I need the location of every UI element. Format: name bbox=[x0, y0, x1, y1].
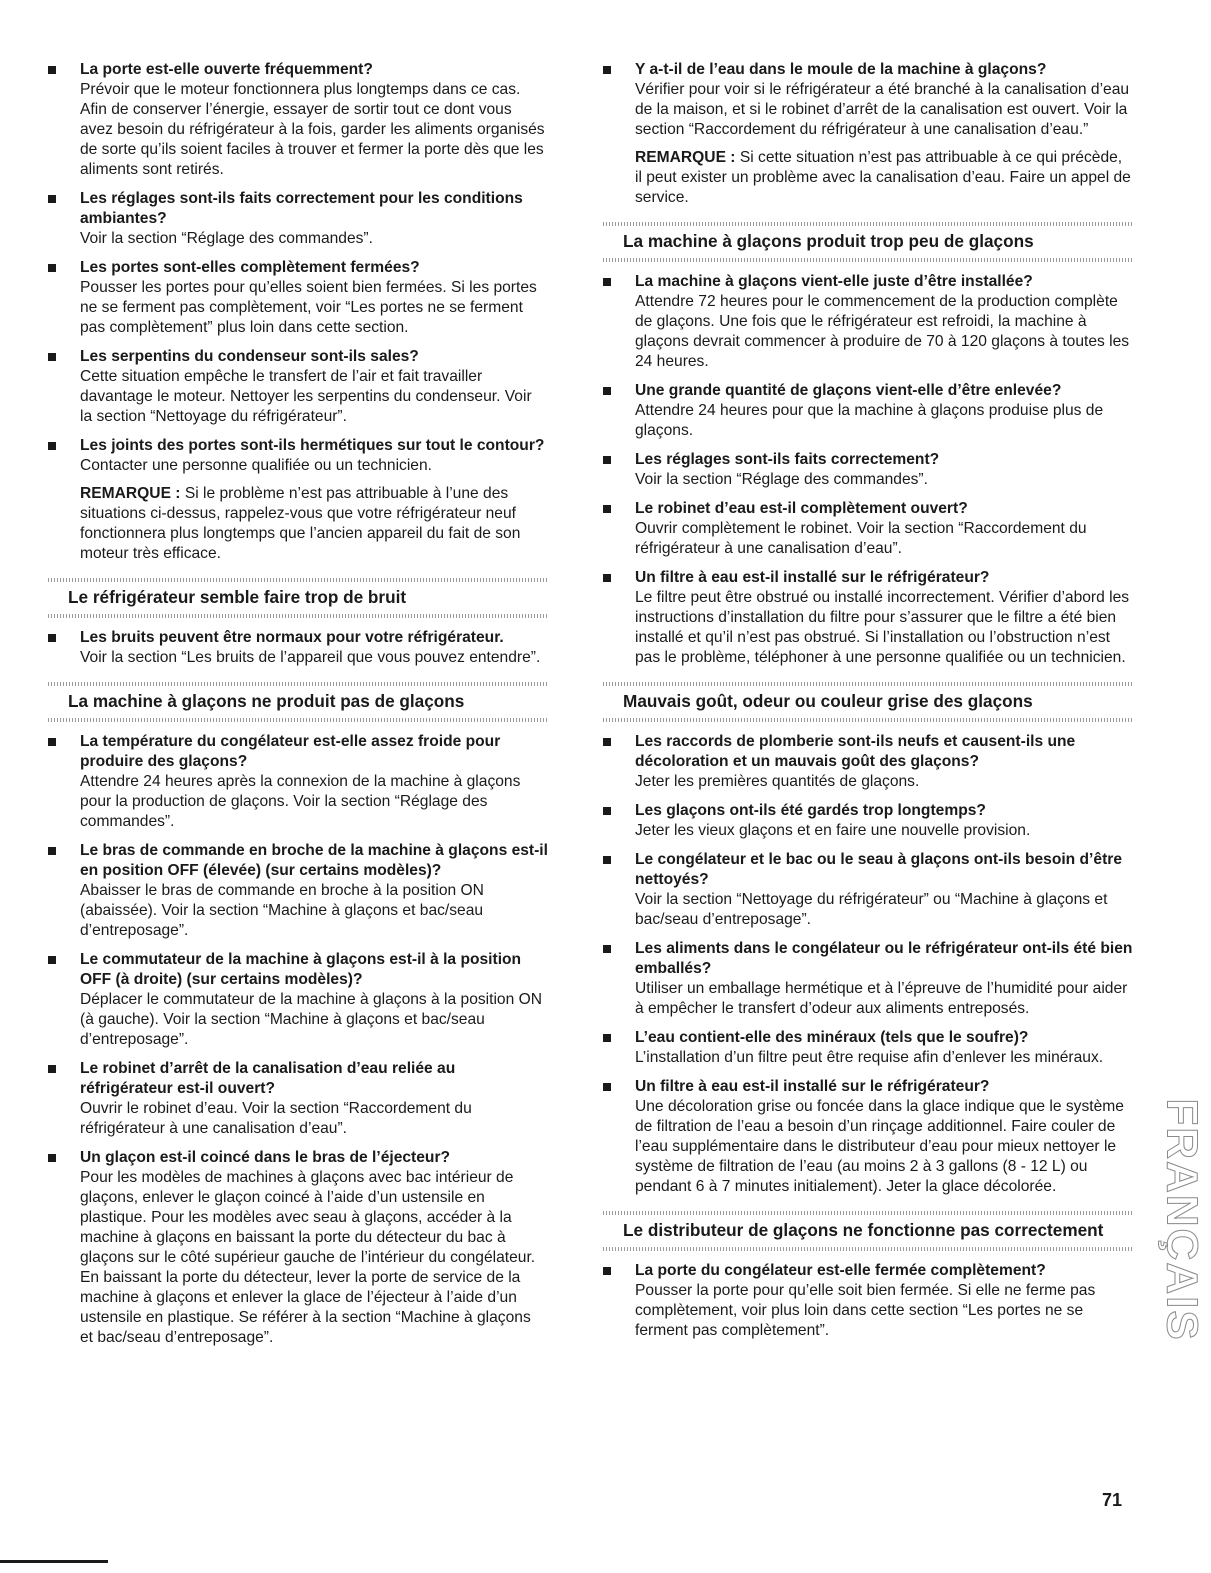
answer: Ouvrir le robinet d’eau. Voir la section “Raccordement du réfrigérateur à une canalisation d’eau”. bbox=[80, 1100, 472, 1137]
note-text: Si cette situation n’est pas attribuable à ce qui précède, il peut exister un problème avec la canalisation d’eau. Faire un appel de service. bbox=[635, 149, 1131, 206]
items-a bbox=[48, 60, 548, 564]
note-label: REMARQUE : bbox=[80, 485, 181, 502]
answer: Contacter une personne qualifiée ou un technicien. bbox=[80, 457, 432, 474]
question: La porte du congélateur est-elle fermée complètement? bbox=[635, 1262, 1046, 1279]
square-bullet-icon bbox=[48, 442, 56, 450]
section-header-dispenser bbox=[603, 1211, 1133, 1251]
question: Une grande quantité de glaçons vient-elle d’être enlevée? bbox=[635, 382, 1062, 399]
question: Un filtre à eau est-il installé sur le réfrigérateur? bbox=[635, 569, 990, 586]
answer: Pousser la porte pour qu’elle soit bien fermée. Si elle ne ferme pas complètement, voir plus loin dans cette section “Les portes ne se ferment pas complètement”. bbox=[635, 1282, 1096, 1339]
answer: Abaisser le bras de commande en broche à la position ON (abaissée). Voir la section “Machine à glaçons et bac/seau d’entreposage”. bbox=[80, 882, 484, 939]
square-bullet-icon bbox=[603, 66, 611, 74]
question: La porte est-elle ouverte fréquemment? bbox=[80, 61, 373, 78]
question: Les aliments dans le congélateur ou le réfrigérateur ont-ils été bien emballés? bbox=[635, 940, 1133, 977]
section-title: Le réfrigérateur semble faire trop de bruit bbox=[68, 587, 407, 607]
question: Y a-t-il de l’eau dans le moule de la machine à glaçons? bbox=[635, 61, 1047, 78]
answer: Ouvrir complètement le robinet. Voir la section “Raccordement du réfrigérateur à une canalisation d’eau”. bbox=[635, 520, 1087, 557]
question: Un filtre à eau est-il installé sur le réfrigérateur? bbox=[635, 1078, 990, 1095]
square-bullet-icon bbox=[48, 1065, 56, 1073]
question: Les raccords de plomberie sont-ils neufs et causent-ils une décoloration et un mauvais goût des glaçons? bbox=[635, 733, 1076, 770]
question: Les bruits peuvent être normaux pour votre réfrigérateur. bbox=[80, 629, 504, 646]
question: Les joints des portes sont-ils hermétiques sur tout le contour? bbox=[80, 437, 545, 454]
answer: Attendre 24 heures après la connexion de la machine à glaçons pour la production de glaçons. Voir la section “Réglage des commandes”. bbox=[80, 773, 521, 830]
list-item bbox=[603, 568, 1133, 668]
list-item bbox=[48, 258, 548, 338]
question: Les portes sont-elles complètement fermées? bbox=[80, 259, 420, 276]
square-bullet-icon bbox=[603, 387, 611, 395]
square-bullet-icon bbox=[603, 574, 611, 582]
list-item bbox=[603, 850, 1133, 930]
square-bullet-icon bbox=[48, 956, 56, 964]
answer: Prévoir que le moteur fonctionnera plus longtemps dans ce cas. Afin de conserver l’énergie, essayer de sortir tout ce dont vous avez besoin du réfrigérateur à la fois, garder les aliments organisés de sorte qu’ils soient faciles à trouver et fermer la porte dès que les aliments sont retirés. bbox=[80, 81, 545, 178]
question: Le robinet d’arrêt de la canalisation d’eau reliée au réfrigérateur est-il ouvert? bbox=[80, 1060, 456, 1097]
items-b bbox=[603, 272, 1133, 668]
list-item bbox=[603, 801, 1133, 841]
list-item bbox=[603, 732, 1133, 792]
question: La machine à glaçons vient-elle juste d’être installée? bbox=[635, 273, 1033, 290]
question: Le robinet d’eau est-il complètement ouvert? bbox=[635, 500, 968, 517]
list-item bbox=[603, 1077, 1133, 1197]
square-bullet-icon bbox=[603, 1267, 611, 1275]
dotted-rule bbox=[603, 718, 1133, 722]
list-item bbox=[603, 1261, 1133, 1341]
answer: Utiliser un emballage hermétique et à l’épreuve de l’humidité pour aider à empêcher le transfert d’odeur aux aliments entreposés. bbox=[635, 980, 1128, 1017]
list-item bbox=[603, 939, 1133, 1019]
dotted-rule bbox=[603, 1247, 1133, 1251]
list-item bbox=[48, 60, 548, 180]
question: Les serpentins du condenseur sont-ils sales? bbox=[80, 348, 419, 365]
question: Le bras de commande en broche de la machine à glaçons est-il en position OFF (élevée) (sur certains modèles)? bbox=[80, 842, 548, 879]
answer: Attendre 24 heures pour que la machine à glaçons produise plus de glaçons. bbox=[635, 402, 1104, 439]
side-tab-label: FRANÇAIS bbox=[1158, 1098, 1208, 1342]
answer: Le filtre peut être obstrué ou installé incorrectement. Vérifier d’abord les instructions d’installation du filtre pour s’assurer que le filtre a été bien installé et qu’il n’est pas obstrué. Si l’installation ou l’obstruction n’est pas le problème, téléphoner à une personne qualifiée ou un technicien. bbox=[635, 589, 1130, 666]
answer: Jeter les vieux glaçons et en faire une nouvelle provision. bbox=[635, 822, 1031, 839]
answer: Voir la section “Nettoyage du réfrigérateur” ou “Machine à glaçons et bac/seau d’entreposage”. bbox=[635, 891, 1108, 928]
right-column bbox=[603, 60, 1133, 1350]
items-c bbox=[603, 732, 1133, 1197]
corner-rule bbox=[0, 1560, 108, 1563]
list-item bbox=[48, 628, 548, 668]
left-column bbox=[48, 60, 548, 1357]
language-side-tab bbox=[1152, 1080, 1211, 1360]
note-text: Si le problème n’est pas attribuable à l’une des situations ci-dessus, rappelez-vous que votre réfrigérateur neuf fonctionnera plus longtemps que l’ancien appareil du fait de son moteur très efficace. bbox=[80, 485, 521, 562]
list-item bbox=[48, 950, 548, 1050]
answer: L’installation d’un filtre peut être requise afin d’enlever les minéraux. bbox=[635, 1049, 1104, 1066]
list-item bbox=[603, 60, 1133, 208]
question: Un glaçon est-il coincé dans le bras de l’éjecteur? bbox=[80, 1149, 451, 1166]
square-bullet-icon bbox=[48, 264, 56, 272]
list-item bbox=[48, 189, 548, 249]
answer: Cette situation empêche le transfert de l’air et fait travailler davantage le moteur. Nettoyer les serpentins du condenseur. Voir la section “Nettoyage du réfrigérateur”. bbox=[80, 368, 532, 425]
square-bullet-icon bbox=[603, 856, 611, 864]
section-header-taste bbox=[603, 682, 1133, 722]
answer: Voir la section “Les bruits de l’appareil que vous pouvez entendre”. bbox=[80, 649, 541, 666]
question: Le congélateur et le bac ou le seau à glaçons ont-ils besoin d’être nettoyés? bbox=[635, 851, 1123, 888]
square-bullet-icon bbox=[48, 847, 56, 855]
answer: Attendre 72 heures pour le commencement de la production complète de glaçons. Une fois que le réfrigérateur est refroidi, la machine à glaçons devrait commencer à produire de 70 à 120 glaçons à toutes les 24 heures. bbox=[635, 293, 1130, 370]
square-bullet-icon bbox=[48, 195, 56, 203]
items-c bbox=[48, 732, 548, 1348]
square-bullet-icon bbox=[48, 353, 56, 361]
square-bullet-icon bbox=[48, 66, 56, 74]
square-bullet-icon bbox=[48, 738, 56, 746]
question: Les réglages sont-ils faits correctement pour les conditions ambiantes? bbox=[80, 190, 523, 227]
section-title: Le distributeur de glaçons ne fonctionne pas correctement bbox=[623, 1220, 1104, 1240]
square-bullet-icon bbox=[48, 1154, 56, 1162]
section-header-noise bbox=[48, 578, 548, 618]
question: La température du congélateur est-elle assez froide pour produire des glaçons? bbox=[80, 733, 501, 770]
section-title: Mauvais goût, odeur ou couleur grise des glaçons bbox=[623, 691, 1033, 711]
list-item bbox=[48, 1059, 548, 1139]
answer: Une décoloration grise ou foncée dans la glace indique que le système de filtration de l’eau a besoin d’un rinçage additionnel. Faire couler de l’eau supplémentaire dans le distributeur d’eau pour mieux nettoyer le système de filtration de l’eau (au moins 2 à 3 gallons (8 - 12 L) ou pendant 6 à 7 minutes initialement). Jeter la glace décolorée. bbox=[635, 1098, 1124, 1195]
question: Les réglages sont-ils faits correctement? bbox=[635, 451, 940, 468]
items-d bbox=[603, 1261, 1133, 1341]
square-bullet-icon bbox=[603, 278, 611, 286]
list-item bbox=[48, 841, 548, 941]
answer: Voir la section “Réglage des commandes”. bbox=[635, 471, 928, 488]
list-item bbox=[603, 499, 1133, 559]
answer: Pousser les portes pour qu’elles soient bien fermées. Si les portes ne se ferment pas complètement, voir “Les portes ne se ferment pas complètement” plus loin dans cette section. bbox=[80, 279, 537, 336]
square-bullet-icon bbox=[603, 456, 611, 464]
note bbox=[80, 484, 548, 564]
square-bullet-icon bbox=[603, 807, 611, 815]
square-bullet-icon bbox=[48, 634, 56, 642]
square-bullet-icon bbox=[603, 505, 611, 513]
question: Le commutateur de la machine à glaçons est-il à la position OFF (à droite) (sur certains modèles)? bbox=[80, 951, 522, 988]
answer: Voir la section “Réglage des commandes”. bbox=[80, 230, 373, 247]
section-header-no-ice bbox=[48, 682, 548, 722]
list-item bbox=[603, 1028, 1133, 1068]
list-item bbox=[48, 347, 548, 427]
list-item bbox=[48, 732, 548, 832]
square-bullet-icon bbox=[603, 1034, 611, 1042]
dotted-rule bbox=[48, 614, 548, 618]
square-bullet-icon bbox=[603, 945, 611, 953]
answer: Vérifier pour voir si le réfrigérateur a été branché à la canalisation d’eau de la maison, et si le robinet d’arrêt de la canalisation est ouvert. Voir la section “Raccordement du réfrigérateur à une canalisation d’eau.” bbox=[635, 81, 1130, 138]
answer: Pour les modèles de machines à glaçons avec bac intérieur de glaçons, enlever le glaçon coincé à l’aide d’un ustensile en plastique. Pour les modèles avec seau à glaçons, accéder à la machine à glaçons en baissant la porte du détecteur du bac à glaçons sur le côté supérieur gauche de l’intérieur du congélateur. En baissant la porte du détecteur, lever la porte de service de la machine à glaçons et enlever la glace de l’éjecteur à l’aide d’un ustensile en plastique. Se référer à la section “Machine à glaçons et bac/seau d’entreposage”. bbox=[80, 1169, 536, 1346]
answer: Jeter les premières quantités de glaçons. bbox=[635, 773, 920, 790]
dotted-rule bbox=[603, 258, 1133, 262]
note-label: REMARQUE : bbox=[635, 149, 736, 166]
list-item bbox=[603, 381, 1133, 441]
list-item bbox=[603, 450, 1133, 490]
list-item bbox=[48, 436, 548, 564]
items-a bbox=[603, 60, 1133, 208]
dotted-rule bbox=[48, 718, 548, 722]
square-bullet-icon bbox=[603, 738, 611, 746]
section-title: La machine à glaçons produit trop peu de glaçons bbox=[623, 231, 1034, 251]
note bbox=[635, 148, 1133, 208]
list-item bbox=[48, 1148, 548, 1348]
question: Les glaçons ont-ils été gardés trop longtemps? bbox=[635, 802, 986, 819]
items-b bbox=[48, 628, 548, 668]
page-number: 71 bbox=[1102, 1490, 1123, 1510]
answer: Déplacer le commutateur de la machine à glaçons à la position ON (à gauche). Voir la section “Machine à glaçons et bac/seau d’entreposage”. bbox=[80, 991, 542, 1048]
list-item bbox=[603, 272, 1133, 372]
square-bullet-icon bbox=[603, 1083, 611, 1091]
question: L’eau contient-elle des minéraux (tels que le soufre)? bbox=[635, 1029, 1029, 1046]
section-title: La machine à glaçons ne produit pas de glaçons bbox=[68, 691, 465, 711]
section-header-slow-ice bbox=[603, 222, 1133, 262]
